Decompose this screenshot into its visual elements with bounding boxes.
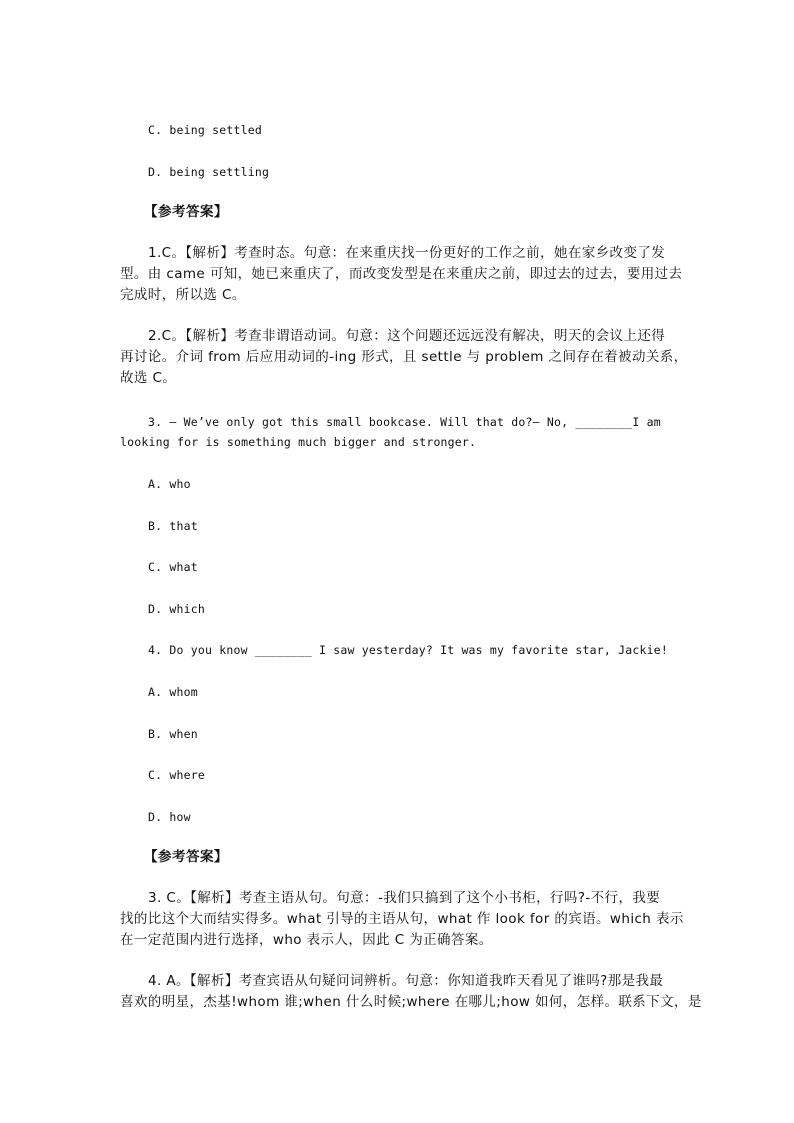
- explanation-3-line-1: 3. C。【解析】考查主语从句。句意：-我们只搞到了这个小书柜，行吗?-不行，我要: [148, 890, 661, 906]
- answer-heading: 【参考答案】: [144, 204, 228, 220]
- question-3-option-c: C. what: [148, 560, 198, 574]
- explanation-2-line-1: 2.C。【解析】考查非谓语动词。句意：这个问题还远远没有解决，明天的会议上还得: [148, 328, 666, 344]
- question-4-option-b: B. when: [148, 727, 198, 741]
- answer-heading-2: 【参考答案】: [144, 849, 228, 865]
- explanation-1-line-3: 完成时，所以选 C。: [120, 287, 246, 303]
- option-d: D. being settling: [148, 165, 270, 179]
- explanation-3-line-2: 找的比这个大而结实得多。what 引导的主语从句，what 作 look for 的宾语。which 表示: [120, 911, 684, 927]
- question-4-stem: 4. Do you know ________ I saw yesterday? It was my favorite star, Jackie!: [148, 643, 669, 657]
- option-c: C. being settled: [148, 123, 262, 137]
- explanation-1-line-1: 1.C。【解析】考查时态。句意：在来重庆找一份更好的工作之前，她在家乡改变了发: [148, 245, 666, 261]
- question-4-option-d: D. how: [148, 810, 191, 824]
- explanation-3-line-3: 在一定范围内进行选择，who 表示人，因此 C 为正确答案。: [120, 932, 493, 948]
- explanation-4-line-1: 4. A。【解析】考查宾语从句疑问词辨析。句意：你知道我昨天看见了谁吗?那是我最: [148, 973, 664, 989]
- explanation-1-line-2: 型。由 came 可知，她已来重庆了，而改变发型是在来重庆之前，即过去的过去，要用过去: [120, 266, 683, 282]
- question-3-stem-line-2: looking for is something much bigger and stronger.: [120, 435, 477, 449]
- question-3-option-a: A. who: [148, 477, 191, 491]
- explanation-4-line-2: 喜欢的明星，杰基!whom 谁;when 什么时候;where 在哪儿;how 如何，怎样。联系下文，是: [120, 994, 702, 1010]
- question-3-option-d: D. which: [148, 602, 205, 616]
- explanation-2-line-3: 故选 C。: [120, 370, 177, 386]
- question-3-stem-line-1: 3. — We’ve only got this small bookcase. Will that do?— No, ________I am: [148, 415, 661, 429]
- question-4-option-a: A. whom: [148, 685, 198, 699]
- explanation-2-line-2: 再讨论。介词 from 后应用动词的-ing 形式，且 settle 与 problem 之间存在着被动关系，: [120, 349, 688, 365]
- question-3-option-b: B. that: [148, 519, 198, 533]
- question-4-option-c: C. where: [148, 768, 205, 782]
